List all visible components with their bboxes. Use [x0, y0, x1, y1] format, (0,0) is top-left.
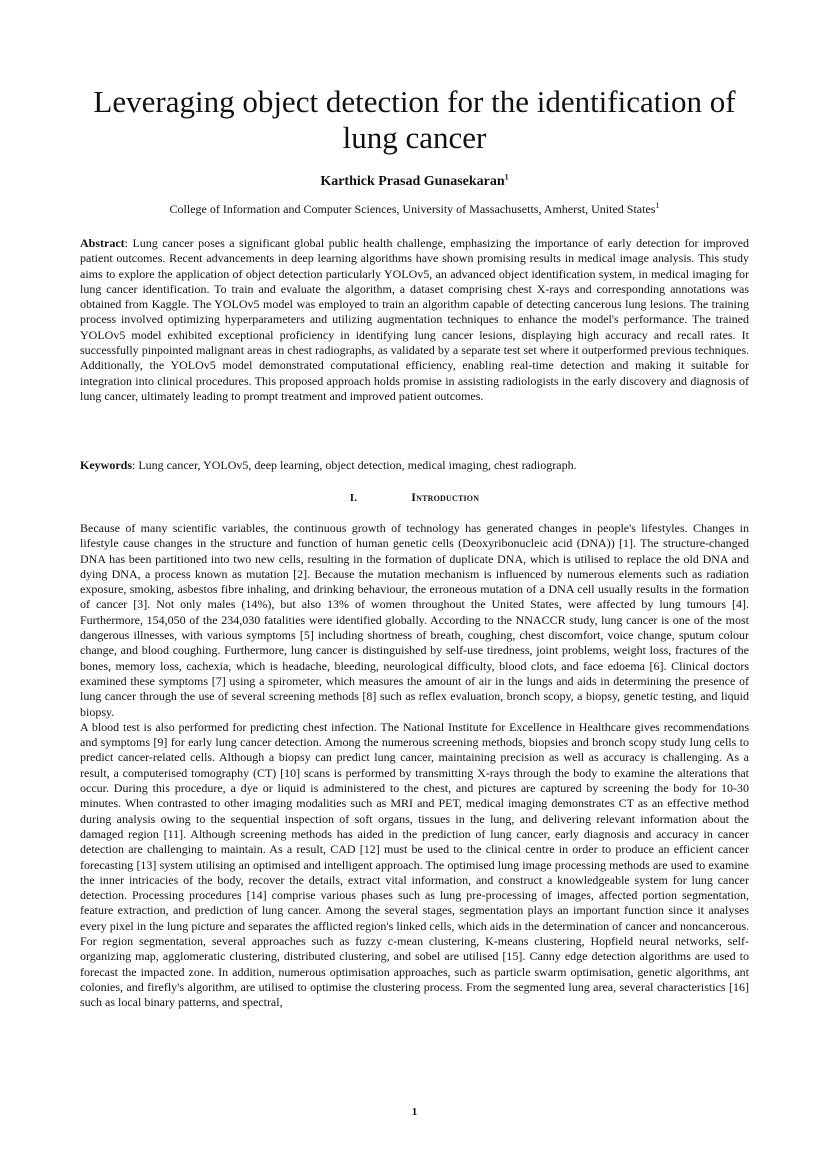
keywords-label: Keywords [80, 458, 132, 472]
affiliation-text: College of Information and Computer Sciences, University of Massachusetts, Amherst, United States [169, 202, 656, 216]
section-number: I. [349, 492, 358, 504]
paper-title: Leveraging object detection for the identification of lung cancer [93, 84, 736, 155]
affiliation-superscript: 1 [655, 201, 660, 210]
section-heading-introduction [80, 490, 749, 505]
affiliation-line [80, 202, 749, 217]
keywords-text: : Lung cancer, YOLOv5, deep learning, object detection, medical imaging, chest radiograph. [132, 458, 577, 472]
abstract-label: Abstract [80, 236, 125, 250]
author-name: Karthick Prasad Gunasekaran [320, 174, 505, 189]
abstract [80, 236, 749, 404]
body-paragraph-1: Because of many scientific variables, the continuous growth of technology has generated changes in people's lifestyles. Changes in lifestyle cause changes in the structure and function of human genetic cells (Deoxyribonucleic acid (DNA)) [1]. The structure-changed DNA has been partitioned into two new cells, resulting in the formation of duplicate DNA, which is utilised to replace the old DNA and dying DNA, a process known as mutation [2]. Because the mutation mechanism is influenced by numerous elements such as radiation exposure, smoking, asbestos fibre inhaling, and drinking behaviour, the erroneous mutation of a DNA cell usually results in the formation of cancer [3]. Not only males (14%), but also 13% of women throughout the United States, were affected by lung tumours [4]. Furthermore, 154,050 of the 234,030 fatalities were identified globally. According to the NNACCR study, lung cancer is one of the most dangerous illnesses, with various symptoms [5] including shortness of breath, coughing, chest discomfort, voice change, sputum colour change, and blood coughing. Furthermore, lung cancer is distinguished by self-use tiredness, joint problems, weight loss, fractures of the bones, memory loss, cachexia, which is headache, bleeding, neurological difficulty, blood clots, and face edoema [6]. Clinical doctors examined these symptoms [7] using a spirometer, which measures the amount of air in the lungs and aids in determining the presence of lung cancer through the use of several screening methods [8] such as reflex evaluation, bronch scopy, a biopsy, genetic testing, and liquid biopsy. [80, 521, 749, 719]
author-superscript: 1 [504, 172, 509, 182]
body-text [80, 521, 749, 1011]
abstract-text: : Lung cancer poses a significant global public health challenge, emphasizing the importance of early detection for improved patient outcomes. Recent advancements in deep learning algorithms have shown promising results in medical image analysis. This study aims to explore the application of object detection particularly YOLOv5, an advanced object identification system, in medical imaging for lung cancer identification. To train and evaluate the algorithm, a dataset comprising chest X-rays and corresponding annotations was obtained from Kaggle. The YOLOv5 model was employed to train an algorithm capable of detecting cancerous lung lesions. The training process involved optimizing hyperparameters and utilizing augmentation techniques to enhance the model's performance. The trained YOLOv5 model exhibited exceptional proficiency in identifying lung cancer lesions, displaying high accuracy and recall rates. It successfully pinpointed malignant areas in chest radiographs, as validated by a separate test set where it outperformed previous techniques. Additionally, the YOLOv5 model demonstrated computational efficiency, enabling real-time detection and making it suitable for integration into clinical procedures. This proposed approach holds promise in assisting radiologists in the early discovery and diagnosis of lung cancer, ultimately leading to prompt treatment and improved patient outcomes. [80, 236, 749, 403]
author-line [80, 174, 749, 190]
keywords [80, 458, 749, 473]
body-paragraph-2: A blood test is also performed for predicting chest infection. The National Institute for Excellence in Healthcare gives recommendations and symptoms [9] for early lung cancer detection. Among the numerous screening methods, biopsies and bronch scopy study lung cells to predict cancer-related cells. Although a biopsy can predict lung cancer, maintaining precision as well as accuracy is challenging. As a result, a computerised tomography (CT) [10] scans is performed by transmitting X-rays through the body to examine the alterations that occur. During this procedure, a dye or liquid is administered to the chest, and pictures are captured by screening the body for 10-30 minutes. When contrasted to other imaging modalities such as MRI and PET, medical imaging demonstrates CT as an effective method during analysis owing to the sequential inspection of soft organs, tissues in the lung, and delivering relevant information about the damaged region [11]. Although screening methods has aided in the prediction of lung cancer, early diagnosis and accuracy in cancer detection are challenging to maintain. As a result, CAD [12] must be used to the clinical centre in order to produce an efficient cancer forecasting [13] system utilising an optimised and intelligent approach. The optimised lung image processing methods are used to examine the inner intricacies of the body, recover the details, extract vital information, and construct a knowledgeable system for lung cancer detection. Processing procedures [14] comprise various phases such as lung pre-processing of images, affected portion segmentation, feature extraction, and prediction of lung cancer. Among the several stages, segmentation plays an important function since it analyses every pixel in the lung picture and separates the afflicted region's linked cells, which aids in the determination of cancer and noncancerous. For region segmentation, several approaches such as fuzzy c-mean clustering, K-means clustering, Hopfield neural networks, self-organizing map, agglomeratic clustering, distributed clustering, and sobel are utilised [15]. Canny edge detection algorithms are used to forecast the impacted zone. In addition, numerous optimisation approaches, such as particle swarm optimisation, genetic algorithms, ant colonies, and firefly's algorithm, are utilised to optimise the clustering process. From the segmented lung area, several characteristics [16] such as local binary patterns, and spectral, [80, 719, 749, 1010]
section-title: Introduction [411, 490, 480, 504]
page-number: 1 [411, 1106, 418, 1118]
